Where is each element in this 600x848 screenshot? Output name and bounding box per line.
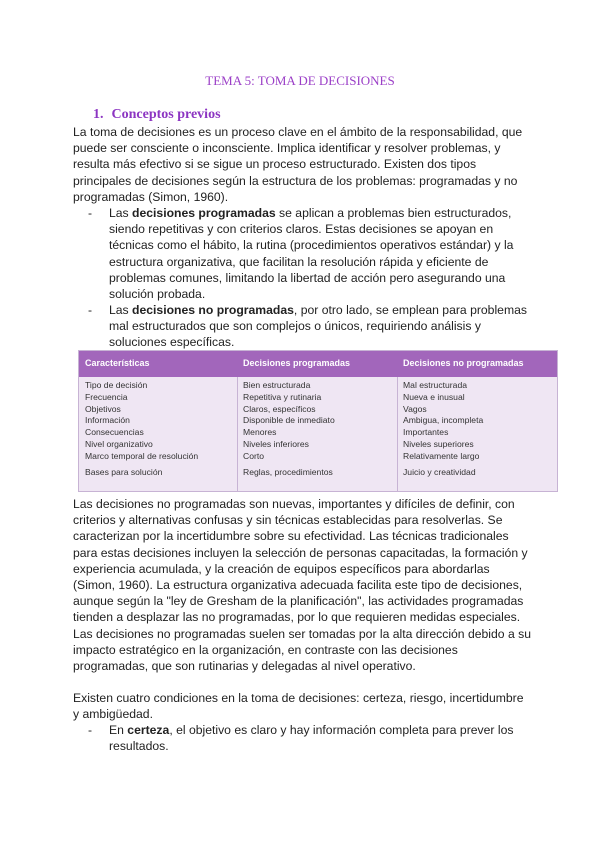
intro-paragraph (73, 124, 533, 205)
text-line: La toma de decisiones es un proceso clave en el ámbito de la responsabilidad, que (73, 125, 523, 139)
table-column-programadas (243, 380, 335, 463)
table-last-row-cell: Reglas, procedimientos (243, 467, 333, 477)
bullet-text-post: , el objetivo es claro y hay información completa para prever los resultados. (109, 723, 514, 754)
bullet-decisiones-programadas (88, 205, 538, 302)
bullet-text (109, 722, 538, 754)
bullet-text-pre: Las (109, 303, 133, 317)
text-line: Existen cuatro condiciones en la toma de decisiones: certeza, riesgo, incertidumbre (73, 691, 524, 705)
bullet-text-post: , por otro lado, se emplean para problemas mal estructurados que son complejos o únicos, requiriendo análisis y soluciones específicas. (109, 303, 527, 350)
text-line: principales de decisiones según la estructura de los problemas: programadas y no (73, 173, 518, 188)
text-line: tienden a desplazar las no programadas, por lo que requieren medidas especiales. (73, 610, 521, 625)
text-line: para estas decisiones incluyen la selección de personas capacitadas, la formación y (73, 545, 528, 560)
table-cell: Disponible de inmediato (243, 415, 335, 426)
bullet-text-post: se aplican a problemas bien estructurados, siendo repetitivas y con criterios claros. Estas decisiones se apoyan en técnicas como el hábito, la rutina (procedimientos operativos estándar) y la estructura organizativa, que facilitan la resolución rápida y eficiente de problemas comunes, limitando la libertad de acción pero asegurando una solución probada. (109, 206, 514, 302)
text-line: Las decisiones no programadas suelen ser tomadas por la alta dirección debido a su (73, 626, 531, 641)
table-column-no-programadas (403, 380, 483, 463)
text-line: resulta más efectivo si se sigue un proceso estructurado. Existen dos tipos (73, 157, 477, 172)
table-cell: Niveles superiores (403, 438, 474, 449)
text-line: aunque según la "ley de Gresham de la planificación", las actividades programadas (73, 594, 524, 609)
section-heading (93, 107, 221, 123)
bullet-text (109, 205, 538, 302)
text-line: impacto estratégico en la organización, en contraste con las decisiones (73, 642, 458, 657)
section-number: 1. (93, 107, 104, 122)
table-cell: Objetivos (85, 403, 121, 414)
table-cell: Consecuencias (85, 427, 144, 438)
bullet-certeza (88, 722, 538, 754)
text-line: programadas, que son rutinarias y delegadas al nivel operativo. (73, 659, 416, 674)
text-line: caracterizan por la incertidumbre sobre su efectividad. Las técnicas tradicionales (73, 529, 509, 544)
text-line: criterios y alternativas confusas y sin técnicas establecidas para resolverlas. Se (73, 513, 503, 528)
table-cell: Tipo de decisión (85, 380, 148, 390)
paragraph-condiciones (73, 690, 533, 722)
section-heading-text: Conceptos previos (111, 107, 221, 122)
table-last-row-cell: Juicio y creatividad (403, 467, 476, 477)
table-divider (237, 377, 238, 491)
table-cell: Nivel organizativo (85, 438, 153, 449)
text-line: experiencia acumulada, y la creación de equipos específicos para abordarlas (73, 561, 490, 576)
table-cell: Vagos (403, 403, 427, 414)
bullet-text-pre: Las (109, 206, 133, 220)
table-cell: Ambigua, incompleta (403, 415, 484, 426)
table-cell: Marco temporal de resolución (85, 450, 199, 461)
text-line: puede ser consciente o inconsciente. Implica identificar y resolver problemas, y (73, 141, 501, 156)
table-header-cell: Características (85, 358, 150, 368)
table-cell: Frecuencia (85, 391, 128, 402)
bullet-text (109, 302, 538, 351)
text-line: (Simon, 1960). La estructura organizativa adecuada facilita este tipo de decisiones, (73, 578, 523, 593)
table-cell: Bien estructurada (243, 380, 311, 390)
table-cell: Claros, específicos (243, 403, 316, 414)
table-cell: Importantes (403, 427, 449, 438)
bullet-text-pre: En (109, 723, 128, 737)
table-cell: Información (85, 415, 130, 426)
table-cell: Repetitiva y rutinaria (243, 391, 322, 402)
table-header-row (79, 351, 557, 377)
text-line: programadas (Simon, 1960). (73, 189, 229, 204)
comparison-table (78, 350, 558, 492)
bullet-dash: - (88, 723, 93, 737)
text-line: y ambigüedad. (73, 707, 153, 722)
text-line: Las decisiones no programadas son nuevas, importantes y difíciles de definir, con (73, 497, 515, 511)
table-column-caracteristicas (85, 380, 198, 463)
bullet-bold-term: decisiones no programadas (132, 303, 294, 317)
bullet-decisiones-no-programadas (88, 302, 538, 351)
table-cell: Nueva e inusual (403, 391, 465, 402)
table-cell: Relativamente largo (403, 450, 480, 461)
bullet-bold-term: certeza (127, 723, 170, 737)
bullet-dash: - (88, 303, 93, 317)
table-cell: Niveles inferiores (243, 438, 309, 449)
table-cell: Menores (243, 427, 277, 438)
paragraph-no-programadas (73, 496, 533, 674)
table-header-cell: Decisiones no programadas (403, 358, 524, 368)
table-last-row-cell: Bases para solución (85, 467, 163, 477)
table-cell: Corto (243, 450, 265, 461)
table-header-cell: Decisiones programadas (243, 358, 351, 368)
document-title: TEMA 5: TOMA DE DECISIONES (205, 73, 395, 88)
bullet-dash: - (88, 206, 93, 220)
table-cell: Mal estructurada (403, 380, 468, 390)
table-divider (397, 377, 398, 491)
bullet-bold-term: decisiones programadas (132, 206, 276, 220)
